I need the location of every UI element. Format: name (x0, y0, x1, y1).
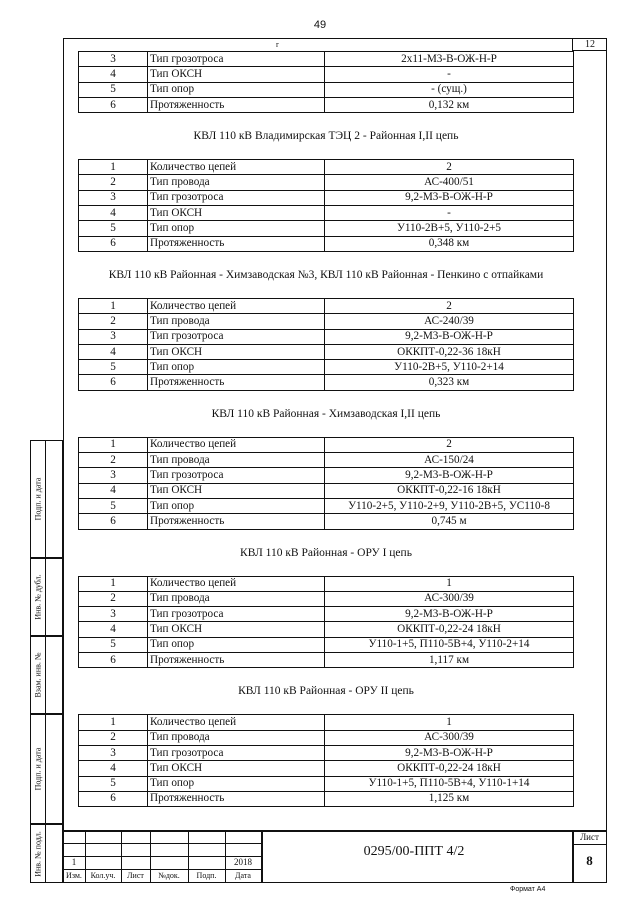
parameter-name: Тип опор (148, 776, 325, 791)
parameter-name: Тип провода (148, 591, 325, 606)
table-row (79, 52, 574, 67)
parameter-name: Количество цепей (148, 437, 325, 452)
parameter-name: Тип опор (148, 360, 325, 375)
side-row-inv-podl (30, 824, 63, 883)
table-row (79, 206, 574, 221)
spec-table (78, 159, 574, 252)
row-number: 6 (79, 236, 148, 251)
row-number: 6 (79, 653, 148, 668)
parameter-value: - (сущ.) (325, 82, 574, 97)
section-title: КВЛ 110 кВ Районная - ОРУ II цепь (238, 685, 414, 698)
parameter-value: 2 (325, 298, 574, 313)
row-number: 3 (79, 468, 148, 483)
table-row (79, 622, 574, 637)
row-number: 1 (79, 298, 148, 313)
col-izm: Изм. (66, 871, 82, 880)
table-row (79, 453, 574, 468)
spec-table (78, 51, 574, 113)
parameter-value: У110-1+5, П110-5В+4, У110-2+14 (325, 637, 574, 652)
parameter-value: 9,2-М3-В-ОЖ-Н-Р (325, 329, 574, 344)
row-number: 1 (79, 160, 148, 175)
parameter-name: Тип провода (148, 730, 325, 745)
row-number: 2 (79, 175, 148, 190)
table-row (79, 468, 574, 483)
table-row (79, 437, 574, 452)
parameter-value: АС-400/51 (325, 175, 574, 190)
row-number: 4 (79, 344, 148, 359)
row-number: 1 (79, 715, 148, 730)
parameter-name: Протяженность (148, 791, 325, 806)
parameter-name: Тип грозотроса (148, 468, 325, 483)
parameter-value: 9,2-М3-В-ОЖ-Н-Р (325, 745, 574, 760)
row-number: 4 (79, 206, 148, 221)
col-data: Дата (235, 871, 251, 880)
row-number: 1 (79, 437, 148, 452)
row-number: 3 (79, 607, 148, 622)
col-koluch: Кол.уч. (90, 871, 116, 880)
row-number: 5 (79, 360, 148, 375)
table-row (79, 730, 574, 745)
row-number: 4 (79, 67, 148, 82)
parameter-value: ОККПТ-0,22-36 18кН (325, 344, 574, 359)
parameter-name: Тип ОКСН (148, 344, 325, 359)
parameter-value: У110-2В+5, У110-2+5 (325, 221, 574, 236)
table-row (79, 97, 574, 112)
parameter-name: Протяженность (148, 97, 325, 112)
table-row (79, 637, 574, 652)
table-row (79, 221, 574, 236)
table-row (79, 375, 574, 390)
parameter-value: У110-2+5, У110-2+9, У110-2В+5, УС110-8 (325, 498, 574, 513)
side-row-podp-top (30, 440, 63, 558)
section-title: КВЛ 110 кВ Районная - Химзаводская I,II цепь (211, 407, 441, 420)
parameter-name: Тип грозотроса (148, 190, 325, 205)
table-row (79, 483, 574, 498)
section-title: КВЛ 110 кВ Владимирская ТЭЦ 2 - Районная I,II цепь (193, 130, 459, 143)
section-title: КВЛ 110 кВ Районная - ОРУ I цепь (240, 546, 412, 559)
table-row (79, 591, 574, 606)
parameter-name: Тип грозотроса (148, 607, 325, 622)
document-code: 0295/00-ППТ 4/2 (363, 844, 465, 859)
parameter-value: 1,125 км (325, 791, 574, 806)
row-number: 6 (79, 97, 148, 112)
parameter-value: - (325, 206, 574, 221)
row-number: 5 (79, 776, 148, 791)
row-number: 5 (79, 637, 148, 652)
parameter-name: Тип провода (148, 453, 325, 468)
side-label: Подп. и дата (33, 747, 43, 791)
row-number: 2 (79, 453, 148, 468)
parameter-name: Тип грозотроса (148, 329, 325, 344)
table-row (79, 715, 574, 730)
spec-table (78, 437, 574, 530)
parameter-value: ОККПТ-0,22-24 18кН (325, 622, 574, 637)
row-number: 3 (79, 745, 148, 760)
table-row (79, 514, 574, 529)
table-row (79, 761, 574, 776)
parameter-value: 9,2-М3-В-ОЖ-Н-Р (325, 607, 574, 622)
row-number: 4 (79, 761, 148, 776)
row-number: 2 (79, 314, 148, 329)
parameter-name: Количество цепей (148, 298, 325, 313)
row-number: 3 (79, 52, 148, 67)
parameter-name: Количество цепей (148, 715, 325, 730)
parameter-name: Тип провода (148, 314, 325, 329)
parameter-value: 9,2-М3-В-ОЖ-Н-Р (325, 190, 574, 205)
parameter-name: Протяженность (148, 653, 325, 668)
table-row (79, 607, 574, 622)
sheet-corner-number: 12 (572, 38, 607, 51)
parameter-value: 1 (325, 576, 574, 591)
table-row (79, 67, 574, 82)
side-label: Взам. инв. № (33, 652, 43, 698)
table-row (79, 190, 574, 205)
row-number: 5 (79, 82, 148, 97)
parameter-value: У110-2В+5, У110-2+14 (325, 360, 574, 375)
table-row (79, 360, 574, 375)
row-number: 2 (79, 730, 148, 745)
table-row (79, 344, 574, 359)
tick-mark: r (276, 40, 279, 49)
parameter-name: Протяженность (148, 236, 325, 251)
parameter-value: 2 (325, 437, 574, 452)
parameter-value: ОККПТ-0,22-24 18кН (325, 761, 574, 776)
side-stamp (30, 440, 63, 883)
parameter-name: Количество цепей (148, 160, 325, 175)
table-row (79, 791, 574, 806)
parameter-name: Тип ОКСН (148, 622, 325, 637)
table-row (79, 82, 574, 97)
table-row (79, 498, 574, 513)
parameter-value: 0,348 км (325, 236, 574, 251)
table-row (79, 298, 574, 313)
parameter-value: АС-300/39 (325, 730, 574, 745)
parameter-value: 9,2-М3-В-ОЖ-Н-Р (325, 468, 574, 483)
parameter-value: 0,132 км (325, 97, 574, 112)
parameter-name: Тип ОКСН (148, 761, 325, 776)
col-ndok: №док. (158, 871, 180, 880)
row-number: 4 (79, 483, 148, 498)
parameter-value: 1,117 км (325, 653, 574, 668)
side-row-inv-dubl (30, 558, 63, 636)
col-podp: Подп. (196, 871, 217, 880)
table-row (79, 653, 574, 668)
row-number: 1 (79, 576, 148, 591)
parameter-value: 1 (325, 715, 574, 730)
row-number: 5 (79, 221, 148, 236)
table-row (79, 576, 574, 591)
parameter-value: У110-1+5, П110-5В+4, У110-1+14 (325, 776, 574, 791)
parameter-name: Тип ОКСН (148, 67, 325, 82)
table-row (79, 236, 574, 251)
parameter-name: Тип ОКСН (148, 206, 325, 221)
parameter-name: Тип опор (148, 221, 325, 236)
page-number: 49 (313, 19, 327, 31)
spec-table (78, 714, 574, 807)
parameter-name: Тип грозотроса (148, 745, 325, 760)
row-number: 6 (79, 514, 148, 529)
table-row (79, 314, 574, 329)
col-list: Лист (127, 871, 144, 880)
row-number: 4 (79, 622, 148, 637)
table-row (79, 175, 574, 190)
year: 2018 (234, 857, 252, 867)
row-number: 3 (79, 190, 148, 205)
sheet-number: 8 (586, 853, 593, 868)
title-block (63, 830, 607, 883)
row-number: 3 (79, 329, 148, 344)
side-label: Инв. № подл. (33, 830, 43, 877)
parameter-name: Тип опор (148, 82, 325, 97)
side-label: Инв. № дубл. (33, 574, 43, 620)
parameter-value: АС-300/39 (325, 591, 574, 606)
spec-content (78, 51, 574, 807)
table-row (79, 160, 574, 175)
parameter-value: 0,323 км (325, 375, 574, 390)
parameter-name: Тип опор (148, 637, 325, 652)
spec-table (78, 576, 574, 669)
parameter-name: Протяженность (148, 514, 325, 529)
parameter-name: Количество цепей (148, 576, 325, 591)
parameter-name: Тип ОКСН (148, 483, 325, 498)
sheet-label: Лист (580, 832, 599, 842)
side-label: Подп. и дата (33, 477, 43, 521)
parameter-name: Протяженность (148, 375, 325, 390)
row-number: 5 (79, 498, 148, 513)
row-number: 6 (79, 375, 148, 390)
parameter-value: ОККПТ-0,22-16 18кН (325, 483, 574, 498)
side-row-vzam-inv (30, 636, 63, 714)
parameter-name: Тип провода (148, 175, 325, 190)
rev-number: 1 (71, 857, 77, 867)
table-row (79, 776, 574, 791)
parameter-name: Тип грозотроса (148, 52, 325, 67)
parameter-value: АС-150/24 (325, 453, 574, 468)
parameter-value: 0,745 м (325, 514, 574, 529)
side-row-podp-bottom (30, 714, 63, 824)
spec-table (78, 298, 574, 391)
parameter-value: 2 (325, 160, 574, 175)
format-label: Формат А4 (510, 886, 546, 893)
table-row (79, 329, 574, 344)
parameter-value: АС-240/39 (325, 314, 574, 329)
parameter-value: - (325, 67, 574, 82)
row-number: 2 (79, 591, 148, 606)
table-row (79, 745, 574, 760)
row-number: 6 (79, 791, 148, 806)
parameter-value: 2x11-М3-В-ОЖ-Н-Р (325, 52, 574, 67)
section-title: КВЛ 110 кВ Районная - Химзаводская №3, КВЛ 110 кВ Районная - Пенкино с отпайками (108, 268, 544, 281)
parameter-name: Тип опор (148, 498, 325, 513)
